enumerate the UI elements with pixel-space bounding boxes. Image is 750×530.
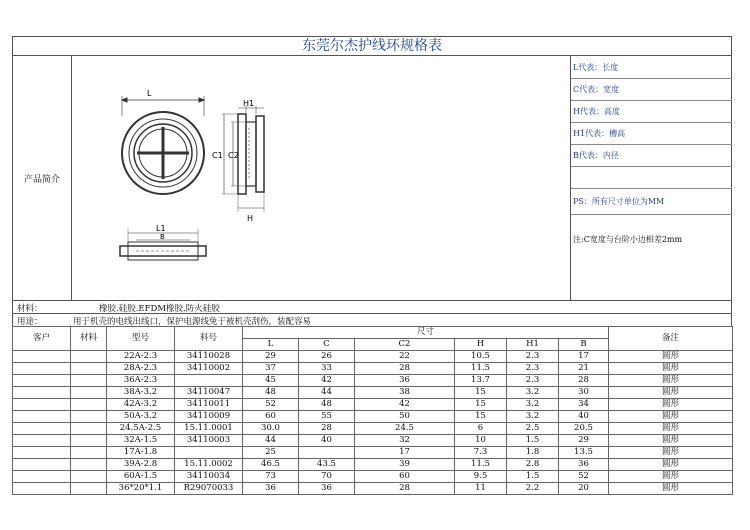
legend-length: L代表：长度 — [573, 63, 619, 72]
cell-c2: 32 — [355, 435, 455, 447]
cell-c2: 39 — [355, 459, 455, 471]
cell-c: 43.5 — [299, 459, 355, 471]
cell-customer — [13, 483, 71, 495]
cell-customer — [13, 399, 71, 411]
spec-table — [12, 326, 733, 495]
cell-customer — [13, 411, 71, 423]
cell-h1: 2.3 — [507, 363, 559, 375]
table-row — [13, 375, 733, 387]
cell-model: 32A-1.5 — [107, 435, 175, 447]
cell-material — [71, 459, 107, 471]
cell-part: 34110047 — [175, 387, 243, 399]
cell-c2: 50 — [355, 411, 455, 423]
product-intro-section — [12, 56, 732, 300]
header-h: H — [455, 339, 507, 351]
dim-label-l: L — [147, 89, 152, 98]
legend-unit-note: PS：所有尺寸单位为MM — [573, 197, 665, 206]
cell-c: 33 — [299, 363, 355, 375]
cell-remark: 圆形 — [609, 435, 733, 447]
cell-material — [71, 363, 107, 375]
cell-remark: 圆形 — [609, 399, 733, 411]
cell-h: 13.7 — [455, 375, 507, 387]
cell-b: 29 — [559, 435, 609, 447]
cell-c — [299, 447, 355, 459]
dim-label-h: H — [247, 214, 254, 223]
cell-h: 11.5 — [455, 459, 507, 471]
cell-model: 38A-3.2 — [107, 387, 175, 399]
cell-b: 28 — [559, 375, 609, 387]
table-row — [13, 435, 733, 447]
cell-c2: 60 — [355, 471, 455, 483]
cell-material — [71, 447, 107, 459]
cell-h1: 2.2 — [507, 483, 559, 495]
cell-model: 36*20*1.1 — [107, 483, 175, 495]
table-row — [13, 399, 733, 411]
cell-b: 20 — [559, 483, 609, 495]
intro-label: 产品简介 — [13, 56, 72, 300]
sheet-title: 东莞尔杰护线环规格表 — [12, 36, 732, 56]
cell-h: 6 — [455, 423, 507, 435]
cell-model: 24.5A-2.5 — [107, 423, 175, 435]
cell-b: 13.5 — [559, 447, 609, 459]
dim-label-b: B — [160, 233, 165, 241]
usage-label: 用途： — [17, 317, 43, 327]
table-row — [13, 423, 733, 435]
cell-h1: 2.3 — [507, 375, 559, 387]
cell-b: 34 — [559, 399, 609, 411]
cell-customer — [13, 447, 71, 459]
cell-customer — [13, 363, 71, 375]
header-part-no: 料号 — [175, 327, 243, 351]
cell-l: 30.0 — [243, 423, 299, 435]
cell-material — [71, 387, 107, 399]
cell-c: 28 — [299, 423, 355, 435]
cell-remark: 圆形 — [609, 483, 733, 495]
header-l: L — [243, 339, 299, 351]
cell-h1: 3.2 — [507, 399, 559, 411]
cell-b: 21 — [559, 363, 609, 375]
usage-value: 用于机壳的电线出线口，保护电源线免于被机壳刮伤，装配容易 — [73, 317, 312, 327]
cell-customer — [13, 435, 71, 447]
cell-h1: 2.3 — [507, 351, 559, 363]
front-view-drawing — [122, 96, 204, 194]
cell-b: 36 — [559, 459, 609, 471]
cell-c2: 42 — [355, 399, 455, 411]
cell-h: 15 — [455, 411, 507, 423]
cell-material — [71, 399, 107, 411]
cell-c2: 28 — [355, 363, 455, 375]
cell-l: 73 — [243, 471, 299, 483]
cell-h1: 3.2 — [507, 387, 559, 399]
cell-h: 11.5 — [455, 363, 507, 375]
cell-h: 10 — [455, 435, 507, 447]
header-size: 尺寸 — [243, 327, 609, 339]
cell-b: 20.5 — [559, 423, 609, 435]
cell-part: 34110028 — [175, 351, 243, 363]
cell-l: 29 — [243, 351, 299, 363]
spec-table-body — [13, 351, 733, 495]
cell-b: 17 — [559, 351, 609, 363]
cell-h: 9.5 — [455, 471, 507, 483]
cell-part — [175, 375, 243, 387]
cell-c: 40 — [299, 435, 355, 447]
material-value: 橡胶.硅胶.EFDM橡胶.防火硅胶 — [99, 304, 220, 314]
dim-label-c2: C2 — [228, 151, 239, 160]
cell-material — [71, 411, 107, 423]
cell-model: 42A-3.2 — [107, 399, 175, 411]
cell-remark: 圆形 — [609, 411, 733, 423]
cell-c2: 36 — [355, 375, 455, 387]
cell-customer — [13, 375, 71, 387]
cell-c: 42 — [299, 375, 355, 387]
cell-model: 39A-2.8 — [107, 459, 175, 471]
cell-part: 15.11.0001 — [175, 423, 243, 435]
cell-material — [71, 351, 107, 363]
legend-groove-height: H1代表：槽高 — [573, 129, 626, 138]
legend-width-note: 注:C宽度与台阶小边相差2mm — [573, 235, 683, 244]
cell-h: 7.3 — [455, 447, 507, 459]
cell-c2: 17 — [355, 447, 455, 459]
cell-model: 36A-2.3 — [107, 375, 175, 387]
cell-part — [175, 447, 243, 459]
spec-sheet — [12, 36, 732, 493]
cell-part: 15.11.0002 — [175, 459, 243, 471]
table-row — [13, 483, 733, 495]
cell-c2: 28 — [355, 483, 455, 495]
cell-customer — [13, 351, 71, 363]
cell-l: 36 — [243, 483, 299, 495]
table-row — [13, 459, 733, 471]
cell-remark: 圆形 — [609, 375, 733, 387]
table-row — [13, 447, 733, 459]
cell-material — [71, 375, 107, 387]
cell-b: 40 — [559, 411, 609, 423]
dim-label-c1: C1 — [212, 151, 223, 160]
cell-c2: 22 — [355, 351, 455, 363]
usage-row — [12, 313, 732, 326]
cell-h: 15 — [455, 387, 507, 399]
cell-model: 22A-2.3 — [107, 351, 175, 363]
header-material: 材料 — [71, 327, 107, 351]
legend-inner-diameter: B代表：内径 — [573, 151, 619, 160]
cell-l: 52 — [243, 399, 299, 411]
cell-material — [71, 471, 107, 483]
cell-l: 60 — [243, 411, 299, 423]
header-b: B — [559, 339, 609, 351]
technical-drawing — [72, 56, 569, 300]
cell-b: 30 — [559, 387, 609, 399]
table-row — [13, 351, 733, 363]
cell-h1: 1.8 — [507, 447, 559, 459]
cell-part: 34110003 — [175, 435, 243, 447]
dimension-legend — [570, 56, 733, 300]
table-row — [13, 387, 733, 399]
cell-h1: 1.5 — [507, 435, 559, 447]
header-c: C — [299, 339, 355, 351]
header-remark: 备注 — [609, 327, 733, 351]
cell-c2: 24.5 — [355, 423, 455, 435]
cell-h: 11 — [455, 483, 507, 495]
cell-part: 34110011 — [175, 399, 243, 411]
cell-c2: 38 — [355, 387, 455, 399]
cell-h1: 1.5 — [507, 471, 559, 483]
material-label: 材料： — [17, 304, 43, 314]
cell-l: 44 — [243, 435, 299, 447]
cell-remark: 圆形 — [609, 387, 733, 399]
cell-h1: 2.5 — [507, 423, 559, 435]
header-c2: C2 — [355, 339, 455, 351]
cell-customer — [13, 423, 71, 435]
cell-h1: 2.8 — [507, 459, 559, 471]
legend-width: C代表：宽度 — [573, 85, 620, 94]
cell-part: 34110034 — [175, 471, 243, 483]
cell-model: 28A-2.3 — [107, 363, 175, 375]
cell-l: 37 — [243, 363, 299, 375]
dim-label-l1: L1 — [156, 224, 166, 233]
cell-customer — [13, 471, 71, 483]
cell-remark: 圆形 — [609, 423, 733, 435]
cell-h: 15 — [455, 399, 507, 411]
cell-l: 25 — [243, 447, 299, 459]
cell-remark: 圆形 — [609, 363, 733, 375]
cell-remark: 圆形 — [609, 471, 733, 483]
cell-b: 52 — [559, 471, 609, 483]
cell-remark: 圆形 — [609, 447, 733, 459]
cell-c: 70 — [299, 471, 355, 483]
table-row — [13, 411, 733, 423]
material-row — [12, 300, 732, 313]
cell-material — [71, 423, 107, 435]
cell-remark: 圆形 — [609, 351, 733, 363]
cell-l: 46.5 — [243, 459, 299, 471]
cell-part: R29070033 — [175, 483, 243, 495]
cell-part: 34110002 — [175, 363, 243, 375]
cell-l: 48 — [243, 387, 299, 399]
header-model: 型号 — [107, 327, 175, 351]
cell-c: 48 — [299, 399, 355, 411]
cell-remark: 圆形 — [609, 459, 733, 471]
cell-c: 55 — [299, 411, 355, 423]
cell-c: 26 — [299, 351, 355, 363]
header-customer: 客户 — [13, 327, 71, 351]
header-h1: H1 — [507, 339, 559, 351]
cell-c: 44 — [299, 387, 355, 399]
cell-model: 60A-1.5 — [107, 471, 175, 483]
table-header-row — [13, 327, 733, 339]
cell-customer — [13, 459, 71, 471]
cell-l: 45 — [243, 375, 299, 387]
table-row — [13, 471, 733, 483]
legend-height: H代表：高度 — [573, 107, 620, 116]
cell-part: 34110009 — [175, 411, 243, 423]
cell-h: 10.5 — [455, 351, 507, 363]
cell-model: 17A-1.8 — [107, 447, 175, 459]
table-row — [13, 363, 733, 375]
cell-h1: 3.2 — [507, 411, 559, 423]
cell-material — [71, 435, 107, 447]
cell-model: 50A-3.2 — [107, 411, 175, 423]
cell-customer — [13, 387, 71, 399]
cell-material — [71, 483, 107, 495]
dim-label-h1: H1 — [243, 99, 255, 108]
cell-c: 36 — [299, 483, 355, 495]
